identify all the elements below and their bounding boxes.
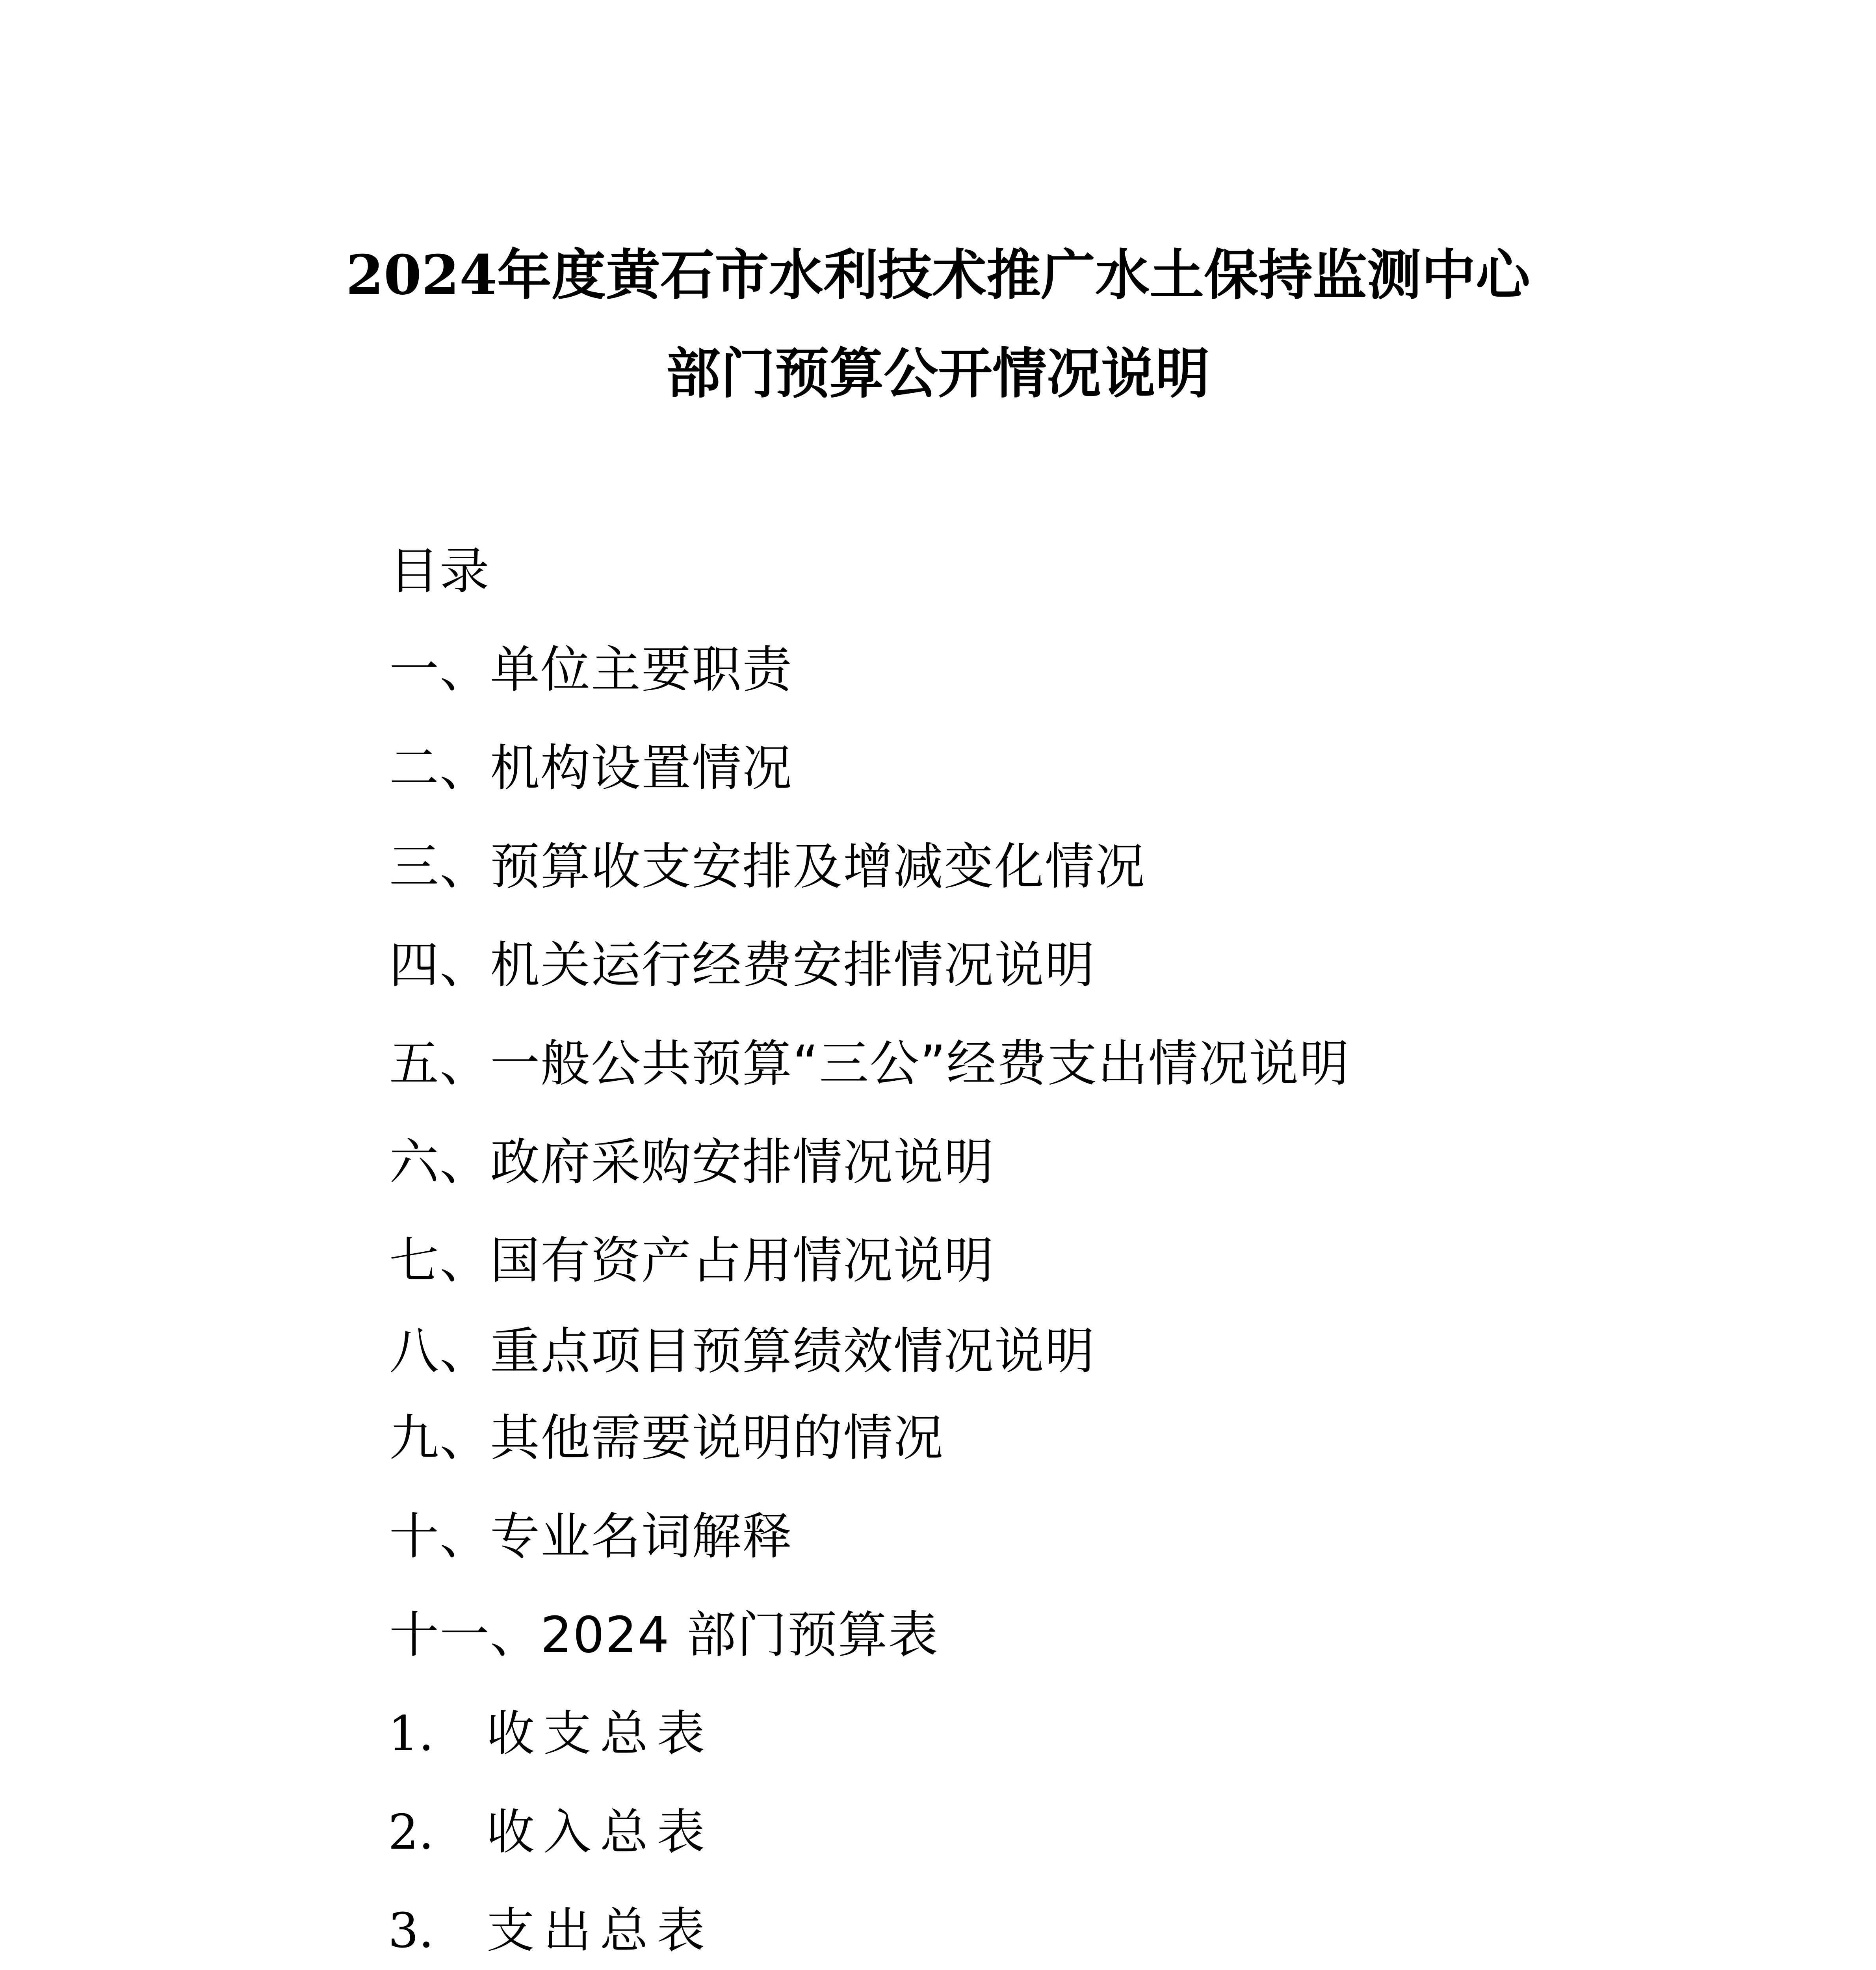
toc-item-3: 三、预算收支安排及增减变化情况 (389, 838, 1146, 896)
toc-item-8: 八、重点项目预算绩效情况说明 (389, 1322, 1095, 1380)
budget-table-item-3 (388, 1901, 713, 1960)
toc-item-5: 五、一般公共预算“三公”经费支出情况说明 (389, 1035, 1350, 1093)
toc-item-1: 一、单位主要职责 (389, 641, 793, 699)
budget-table-number: 1. (388, 1706, 434, 1762)
budget-table-item-1 (388, 1704, 713, 1763)
document-title-line-1: 2024年度黄石市水利技术推广水土保持监测中心 (345, 243, 1531, 307)
toc-item-10: 十、专业名词解释 (389, 1507, 793, 1565)
budget-table-name: 收支总表 (487, 1706, 713, 1762)
budget-table-number: 2. (388, 1804, 434, 1860)
budget-table-name: 支出总表 (487, 1903, 713, 1959)
toc-item-11: 十一、2024 部门预算表 (389, 1606, 939, 1664)
document-title-line-2: 部门预算公开情况说明 (666, 341, 1210, 405)
toc-item-6: 六、政府采购安排情况说明 (389, 1133, 994, 1191)
budget-table-item-2 (388, 1803, 713, 1862)
toc-item-7: 七、国有资产占用情况说明 (389, 1232, 994, 1290)
toc-item-4: 四、机关运行经费安排情况说明 (389, 936, 1095, 994)
budget-table-name: 收入总表 (487, 1804, 713, 1860)
toc-heading: 目录 (389, 542, 490, 600)
toc-item-9: 九、其他需要说明的情况 (389, 1409, 944, 1467)
toc-item-2: 二、机构设置情况 (389, 739, 793, 797)
budget-table-number: 3. (388, 1903, 434, 1959)
